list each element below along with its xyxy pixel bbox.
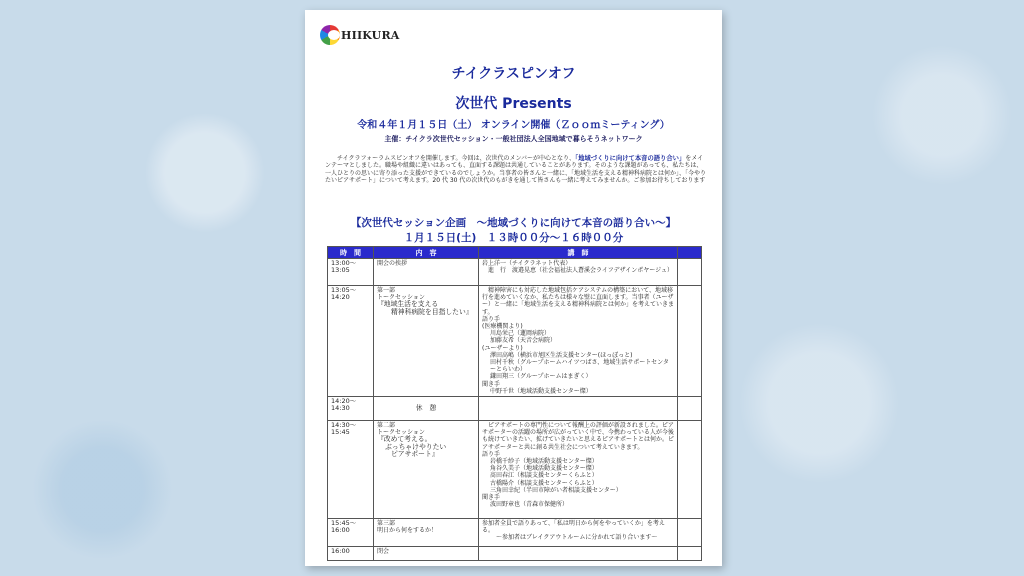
content-cell: 閉会	[374, 547, 479, 561]
table-row	[328, 547, 702, 561]
remarks-cell	[678, 547, 702, 561]
content-cell: 第一部 トークセッション 『地域生活を支える 精神科病院を目指したい』	[374, 286, 479, 397]
intro-text-1: チイクラフォーラムスピンオフを開催します。今回は、次世代のメンバーが中心となり、	[337, 155, 576, 162]
intro-text-2: をメインテーマとしました。職場や組織に違いはあっても、直面する課題は共通していることがあります。そのような課題があっても、私たちは、一人ひとりの思いに寄り添った支援ができているのでしょうか。当事者の皆さんと一緒に、「地域生活を支える精神科病院とは何か」、「今やりたいピアサポート」について考えます。20 代 30 代の次世代のもがきを通して皆さんも一緒に考えてみませんか。ご参加お待ちしております	[325, 155, 707, 185]
logo-c-icon	[320, 25, 340, 45]
time-cell: 14:20～ 14:30	[328, 397, 374, 421]
intro-paragraph	[325, 155, 707, 185]
intro-highlight: 「地域づくりに向けて本音の語り合い」	[575, 155, 686, 162]
content-cell: 開会の挨拶	[374, 259, 479, 286]
session-date: １月１５日(土) １３時００分～１６時００分	[403, 232, 624, 244]
table-row	[328, 259, 702, 286]
remarks-cell	[678, 259, 702, 286]
speaker-cell: 岩上洋一（チイクラネット代表） 進 行 渡邉晃恵（社会福祉法人蒼溪会ライフデザインポヤージュ）	[479, 259, 678, 286]
table-header-row	[328, 247, 702, 259]
remarks-cell	[678, 286, 702, 397]
title-line-2: 次世代 Presents	[455, 96, 572, 112]
speaker-cell: 精神障害にも対応した地域包括ケアシステムの構築において、地域移行を進めていくなか、私たちは様々な壁に直面します。当事者（ユーザー）と一緒に「地域生活を支える精神科病院とは何か」を考えていきます。 語り手 (医療機関より) 川島栄己（蓮岡病院） 加藤友希（天音会病院） (ユーザーより) 澤田高嶋（横浜市旭区生活支援センター(ほっぽっと) 田村千秋（グループホームハイツつばさ、地域生活サポートセンターとらいわ） 鎌田翔三（グループホームはまぎく） 聞き手 中野千世（地域活動支援センター燦）	[479, 286, 678, 397]
speaker-cell	[479, 547, 678, 561]
chiikura-logo	[320, 22, 400, 48]
time-cell: 15:45～ 16:00	[328, 519, 374, 547]
logo-text: HIIKURA	[341, 28, 400, 42]
header-content: 内 容	[374, 247, 479, 259]
content-cell: 第三部 明日から何をするか！	[374, 519, 479, 547]
schedule-table	[327, 246, 702, 561]
content-cell: 第二部 トークセッション 『改めて考える。 ぶっちゃけやりたい ピアサポート』	[374, 421, 479, 519]
header-time: 時 間	[328, 247, 374, 259]
content-cell: 休 憩	[374, 397, 479, 421]
time-cell: 13:05～ 14:20	[328, 286, 374, 397]
header-speaker: 講 師	[479, 247, 678, 259]
time-cell: 13:00～ 13:05	[328, 259, 374, 286]
speaker-cell	[479, 397, 678, 421]
document-page	[305, 10, 722, 566]
header-remarks	[678, 247, 702, 259]
speaker-cell: ピアサポートの専門性について報酬上の評価が新設されました。ピアサポーターの活躍の場所が広がっていく中で、今携わっている人が今後も続けていきたい、拡げていきたいと思えるピアサポートとは何か。ピアサポーターと共に創る共生社会について考えていきます。 語り手 岩橋千紗子（地域活動支援センター燦） 角谷久美子（地域活動支援センター燦） 髙田春江（相談支援センターくらふと） 古橋陽介（相談支援センターくらふと） 三角田幸紀（半田市障がい者相談支援センター） 聞き手 波田野章也（青森市保健所）	[479, 421, 678, 519]
time-cell: 14:30～ 15:45	[328, 421, 374, 519]
table-row	[328, 286, 702, 397]
remarks-cell	[678, 397, 702, 421]
remarks-cell	[678, 519, 702, 547]
organizer-line: 主催：チイクラ次世代セッション・一般社団法人全国地域で暮らそうネットワーク	[384, 135, 643, 143]
time-cell: 16:00	[328, 547, 374, 561]
speaker-cell: 参加者全員で語りあって、「私は明日から何をやっていくか」を考える。 ～参加者はブレイクアウトルームに分かれて語り合います～	[479, 519, 678, 547]
title-line-1: チイクラスピンオフ	[451, 66, 576, 82]
remarks-cell	[678, 421, 702, 519]
table-row	[328, 421, 702, 519]
table-row	[328, 519, 702, 547]
event-date-line: 令和４年１月１５日（土） オンライン開催（Ｚｏｏｍミーティング）	[357, 120, 670, 131]
table-row	[328, 397, 702, 421]
session-title: 【次世代セッション企画 ～地域づくりに向けて本音の語り合い～】	[350, 217, 677, 229]
